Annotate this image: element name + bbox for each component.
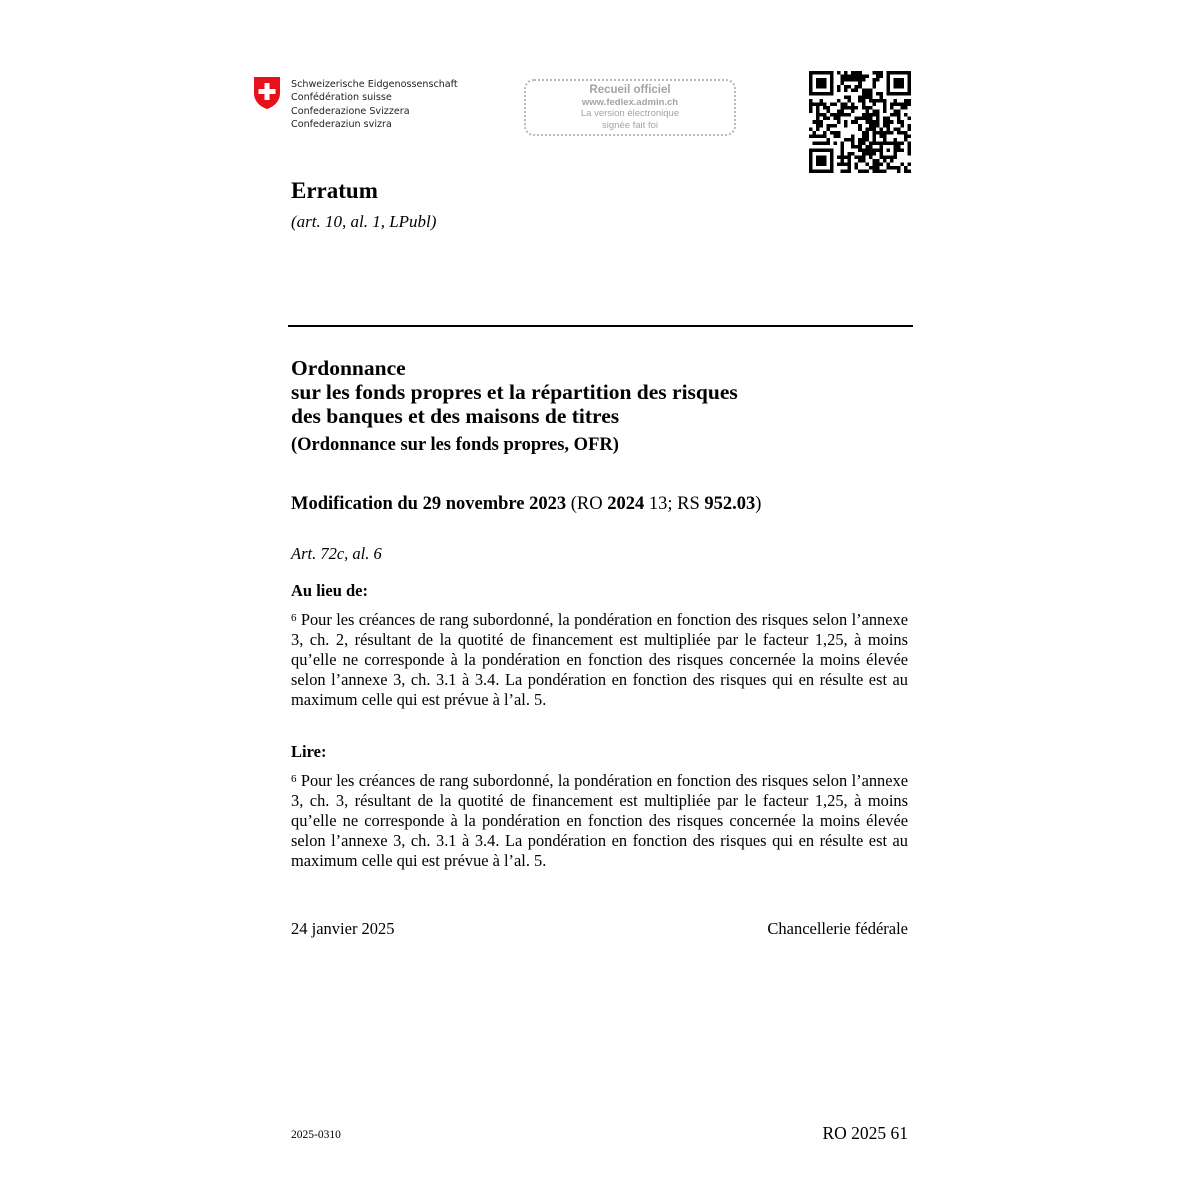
ordinance-title-line: Ordonnance bbox=[291, 356, 406, 380]
paragraph-text: Pour les créances de rang subordonné, la pondération en fonction des risques selon l’annexe 3, ch. 3, résultant de la quotité de financement est multipliée par le facteur 1,25, à moins qu’elle ne corresponde à la pondération en fonction des risques concernée la moins élevée selon l’annexe 3, ch. 3.1 à 3.4. La pondération en fonction des risques qui en résulte est au maximum celle qui est prévue à l’al. 5. bbox=[291, 771, 908, 871]
signature-authority: Chancellerie fédérale bbox=[767, 919, 908, 938]
confederation-line: Confederazione Svizzera bbox=[291, 105, 410, 117]
read-paragraph bbox=[291, 771, 908, 871]
confederation-name bbox=[291, 78, 458, 132]
ordinance-title-line: sur les fonds propres et la répartition des risques bbox=[291, 380, 738, 404]
ordinance-short-title: (Ordonnance sur les fonds propres, OFR) bbox=[291, 435, 619, 455]
erratum-title: Erratum bbox=[291, 178, 378, 203]
instead-label: Au lieu de: bbox=[291, 581, 369, 600]
stamp-title: Recueil officiel bbox=[589, 84, 671, 96]
ro-year: 2024 bbox=[607, 494, 645, 514]
modification-line bbox=[291, 494, 761, 515]
signature-date: 24 janvier 2025 bbox=[291, 919, 395, 938]
stamp-note-2: signée fait foi bbox=[602, 120, 658, 131]
ref-close: ) bbox=[755, 494, 762, 514]
qr-code-icon bbox=[809, 71, 911, 173]
paragraph-number: 6 bbox=[291, 612, 297, 624]
confederation-line: Schweizerische Eidgenossenschaft bbox=[291, 79, 458, 90]
document-id: 2025-0310 bbox=[291, 1129, 341, 1141]
confederation-line: Confederaziun svizra bbox=[291, 119, 392, 131]
paragraph-text: Pour les créances de rang subordonné, la pondération en fonction des risques selon l’annexe 3, ch. 2, résultant de la quotité de financement est multipliée par le facteur 1,25, à moins qu’elle ne corresponde à la pondération en fonction des risques concernée la moins élevée selon l’annexe 3, ch. 3.1 à 3.4. La pondération en fonction des risques qui en résulte est au maximum celle qui est prévue à l’al. 5. bbox=[291, 610, 908, 710]
ordinance-title-line: des banques et des maisons de titres bbox=[291, 404, 620, 428]
stamp-note-1: La version électronique bbox=[580, 108, 680, 119]
read-label: Lire: bbox=[291, 742, 327, 761]
instead-paragraph bbox=[291, 610, 908, 710]
modification-label: Modification du 29 novembre 2023 bbox=[291, 494, 567, 514]
official-stamp bbox=[524, 79, 736, 136]
rs-number: 952.03 bbox=[704, 494, 756, 514]
swiss-cross-icon bbox=[253, 76, 281, 110]
stamp-url: www.fedlex.admin.ch bbox=[581, 97, 679, 108]
erratum-reference: (art. 10, al. 1, LPubl) bbox=[291, 212, 437, 231]
ro-prefix: (RO bbox=[566, 494, 608, 514]
article-reference: Art. 72c, al. 6 bbox=[291, 544, 382, 563]
ro-page: 13; RS bbox=[644, 494, 705, 514]
confederation-line: Confédération suisse bbox=[291, 92, 392, 104]
paragraph-number: 6 bbox=[291, 773, 297, 785]
ro-reference: RO 2025 61 bbox=[822, 1123, 908, 1143]
divider bbox=[288, 325, 913, 327]
ordinance-title bbox=[291, 356, 738, 428]
